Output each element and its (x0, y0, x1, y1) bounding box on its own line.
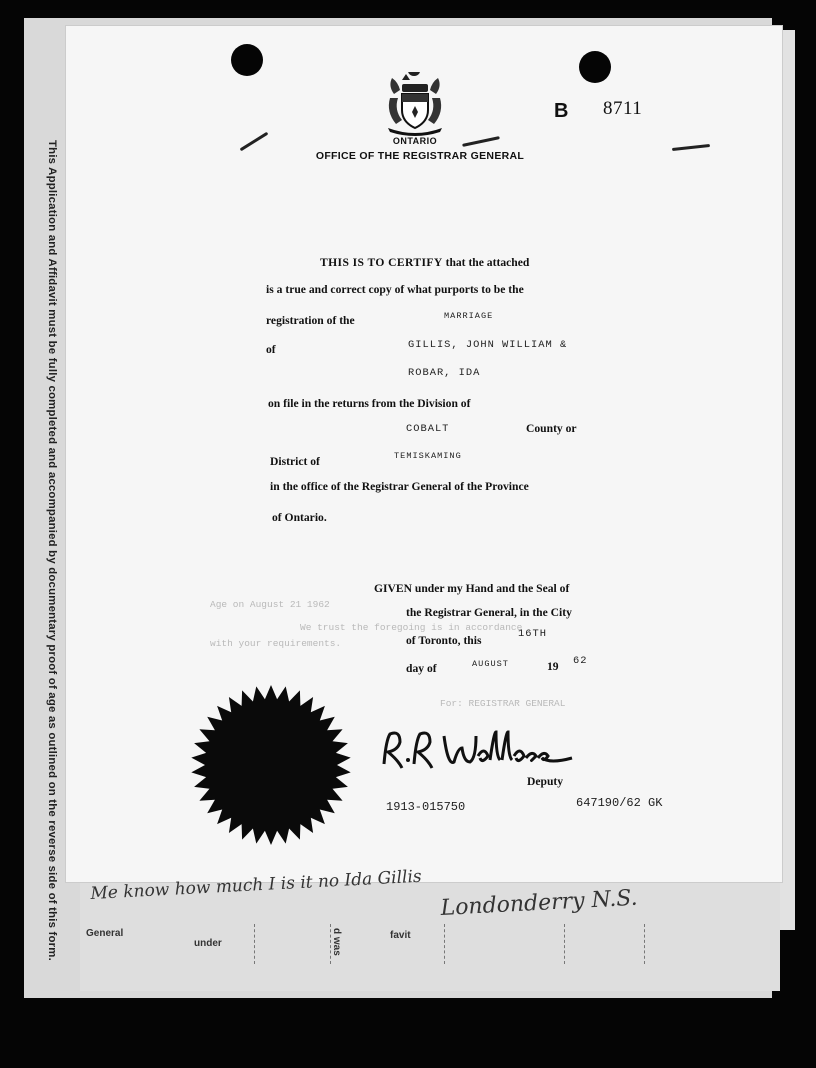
side-instruction-text: This Application and Affidavit must be fully completed and accompanied by documentary proof of age as outlined on the reverse side of this form. (46, 140, 58, 961)
day-value: 16TH (518, 628, 547, 640)
district-label: District of (270, 455, 320, 468)
party-one: GILLIS, JOHN WILLIAM & (408, 339, 568, 351)
month-value: AUGUST (472, 659, 509, 669)
reference-number-right: 647190/62 GK (576, 796, 663, 810)
handwritten-address: Londonderry N.S. (440, 885, 639, 921)
province-label: ONTARIO (392, 136, 438, 146)
given-line: of Toronto, this (406, 634, 482, 647)
form-label-under: under (194, 938, 222, 949)
certify-line: registration of the (266, 314, 355, 327)
form-label-general: General (86, 928, 124, 939)
district-value: TEMISKAMING (394, 451, 462, 461)
certify-heading (320, 256, 529, 269)
form-divider (644, 924, 646, 964)
given-line: the Registrar General, in the City (406, 606, 572, 619)
form-divider (254, 924, 256, 964)
certify-line: on file in the returns from the Division of (268, 397, 471, 410)
signature-title: Deputy (527, 775, 564, 788)
form-label-was: d was (331, 928, 342, 956)
lower-form-strip (84, 924, 774, 968)
serial-number: 8711 (603, 98, 643, 119)
office-title: OFFICE OF THE REGISTRAR GENERAL (315, 150, 525, 162)
year-prefix: 19 (547, 660, 559, 673)
certify-rest: that the attached (445, 256, 530, 269)
certify-line: is a true and correct copy of what purports to be the (266, 283, 524, 296)
party-two: ROBAR, IDA (408, 367, 481, 379)
registrar-signature (374, 724, 594, 780)
punch-hole (231, 44, 263, 76)
certify-line: of Ontario. (272, 511, 327, 524)
registration-type: MARRIAGE (444, 311, 494, 321)
bleed-through-text: For: REGISTRAR GENERAL (440, 698, 566, 709)
certify-bold: THIS IS TO CERTIFY (320, 256, 443, 269)
serial-letter: B (554, 100, 569, 122)
given-line: day of (406, 662, 437, 675)
starburst-seal-icon (190, 684, 352, 846)
given-line: GIVEN under my Hand and the Seal of (374, 582, 570, 595)
division-value: COBALT (406, 423, 450, 435)
year-suffix: 62 (573, 655, 588, 667)
form-divider (564, 924, 566, 964)
county-label: County or (526, 422, 577, 435)
certify-line: of (266, 343, 276, 356)
punch-hole (579, 51, 611, 83)
form-divider (444, 924, 446, 964)
handwritten-note: Me know how much I is it no Ida Gillis (90, 866, 423, 904)
ontario-coat-of-arms-icon (380, 72, 450, 136)
certify-line: in the office of the Registrar General of the Province (270, 480, 529, 493)
bleed-through-text: with your requirements. (210, 638, 342, 649)
bleed-through-text: We trust the foregoing is in accordance (300, 622, 523, 633)
bleed-through-text: Age on August 21 1962 (210, 599, 330, 610)
form-label-favit: favit (390, 930, 411, 941)
reference-number-left: 1913-015750 (386, 800, 466, 814)
